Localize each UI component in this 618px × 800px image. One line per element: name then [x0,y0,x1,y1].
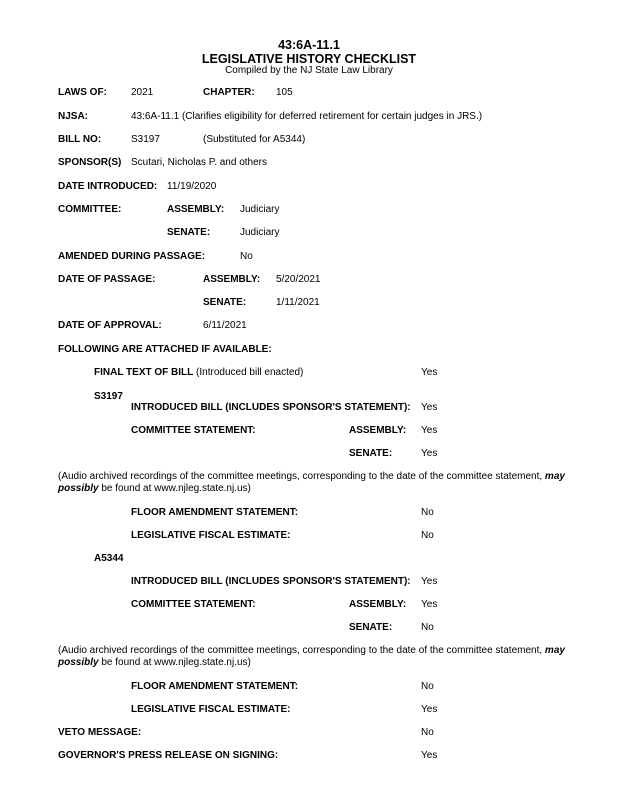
page-title: LEGISLATIVE HISTORY CHECKLIST [201,52,417,66]
approval-label: DATE OF APPROVAL: [58,320,162,331]
committee-statement-assembly-value: Yes [421,425,438,436]
audio-note-text-end: be found at www.njleg.state.nj.us) [98,657,251,668]
committee-assembly-label: ASSEMBLY: [167,204,225,215]
committee-statement-assembly-value: Yes [421,599,438,610]
audio-note-emphasis: may possibly [58,471,565,494]
introduced-bill-label: INTRODUCED BILL (INCLUDES SPONSOR'S STATEMENT): [131,576,411,587]
passage-assembly-label: ASSEMBLY: [203,274,261,285]
floor-amendment-label: FLOOR AMENDMENT STATEMENT: [131,681,299,692]
fiscal-estimate-value: No [421,530,434,541]
chapter-value: 105 [276,87,293,98]
sponsor-label: SPONSOR(S) [58,157,122,168]
final-text-note: (Introduced bill enacted) [193,367,304,378]
committee-statement-senate-value: No [421,622,434,633]
audio-note [58,471,603,495]
date-introduced-value: 11/19/2020 [167,181,217,192]
fiscal-estimate-label: LEGISLATIVE FISCAL ESTIMATE: [131,704,291,715]
date-introduced-label: DATE INTRODUCED: [58,181,158,192]
introduced-bill-value: Yes [421,402,438,413]
committee-statement-assembly-label: ASSEMBLY: [349,599,407,610]
committee-statement-senate-label: SENATE: [349,622,393,633]
committee-assembly-value: Judiciary [240,204,280,215]
floor-amendment-value: No [421,507,434,518]
audio-note [58,645,603,669]
final-text-label: FINAL TEXT OF BILL [94,367,194,378]
committee-statement-label: COMMITTEE STATEMENT: [131,425,256,436]
laws-of-value: 2021 [131,87,154,98]
committee-statement-senate-value: Yes [421,448,438,459]
committee-statement-assembly-label: ASSEMBLY: [349,425,407,436]
floor-amendment-value: No [421,681,434,692]
sponsor-value: Scutari, Nicholas P. and others [131,157,268,168]
committee-label: COMMITTEE: [58,204,122,215]
njsa-label: NJSA: [58,111,89,122]
final-text-value: Yes [421,367,438,378]
attached-heading: FOLLOWING ARE ATTACHED IF AVAILABLE: [58,344,272,355]
approval-value: 6/11/2021 [203,320,247,331]
passage-assembly-value: 5/20/2021 [276,274,321,285]
bill-heading: A5344 [94,553,124,564]
veto-label: VETO MESSAGE: [58,727,142,738]
committee-statement-senate-label: SENATE: [349,448,393,459]
committee-statement-label: COMMITTEE STATEMENT: [131,599,256,610]
laws-of-label: LAWS OF: [58,87,107,98]
passage-senate-label: SENATE: [203,297,247,308]
njsa-value: 43:6A-11.1 (Clarifies eligibility for deferred retirement for certain judges in JRS.) [131,111,483,122]
introduced-bill-label: INTRODUCED BILL (INCLUDES SPONSOR'S STATEMENT): [131,402,411,413]
fiscal-estimate-value: Yes [421,704,438,715]
audio-note-text-end: be found at www.njleg.state.nj.us) [98,483,251,494]
audio-note-emphasis: may possibly [58,645,565,668]
floor-amendment-label: FLOOR AMENDMENT STATEMENT: [131,507,299,518]
veto-value: No [421,727,434,738]
final-text-row [94,367,303,379]
bill-no-value: S3197 [131,134,160,145]
substituted-note: (Substituted for A5344) [203,134,306,145]
press-release-value: Yes [421,750,438,761]
bill-no-label: BILL NO: [58,134,102,145]
press-release-label: GOVERNOR'S PRESS RELEASE ON SIGNING: [58,750,279,761]
fiscal-estimate-label: LEGISLATIVE FISCAL ESTIMATE: [131,530,291,541]
page-citation: 43:6A-11.1 [278,38,340,52]
passage-senate-value: 1/11/2021 [276,297,320,308]
audio-note-text: (Audio archived recordings of the committee meetings, corresponding to the date of the committee statement, [58,471,545,482]
committee-senate-value: Judiciary [240,227,280,238]
audio-note-text: (Audio archived recordings of the committee meetings, corresponding to the date of the committee statement, [58,645,545,656]
page-subtitle: Compiled by the NJ State Law Library [225,65,393,76]
passage-label: DATE OF PASSAGE: [58,274,156,285]
amended-value: No [240,251,253,262]
chapter-label: CHAPTER: [203,87,255,98]
amended-label: AMENDED DURING PASSAGE: [58,251,206,262]
bill-heading: S3197 [94,391,123,402]
committee-senate-label: SENATE: [167,227,211,238]
introduced-bill-value: Yes [421,576,438,587]
